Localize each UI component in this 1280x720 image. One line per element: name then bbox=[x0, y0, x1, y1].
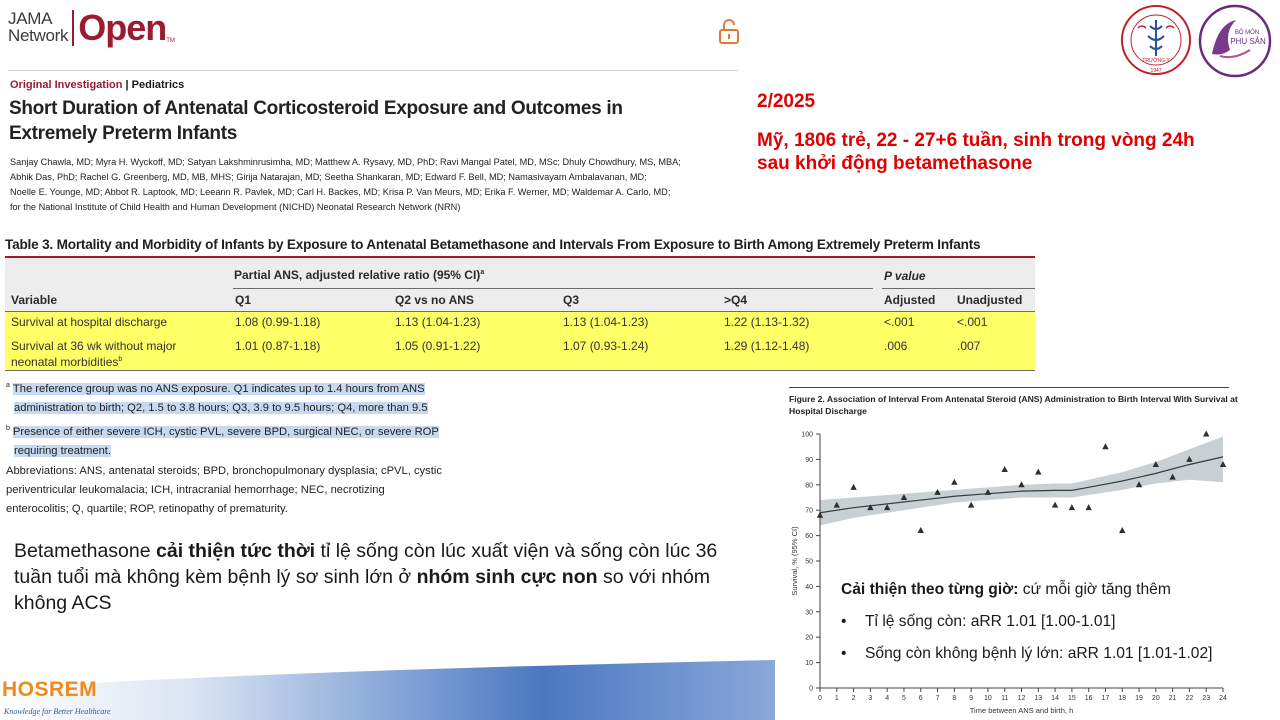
dept-label-line2: PHỤ SẢN bbox=[1230, 37, 1266, 46]
article-title: Short Duration of Antenatal Corticosteroid Exposure and Outcomes in Extremely Preterm Infants bbox=[9, 98, 623, 144]
author-list bbox=[10, 155, 720, 215]
x-tick-label: 22 bbox=[1185, 695, 1194, 702]
y-tick-label: 100 bbox=[801, 431, 813, 439]
data-point bbox=[1203, 431, 1209, 437]
column-header: Q2 vs no ANS bbox=[395, 293, 474, 307]
jama-logo-line2: Network bbox=[8, 26, 69, 45]
column-header: Q1 bbox=[235, 293, 252, 307]
article-type: Original Investigation bbox=[10, 79, 123, 91]
row-variable-line1: Survival at 36 wk without major bbox=[11, 339, 177, 353]
hourly-improvement-box bbox=[837, 575, 1245, 673]
data-point bbox=[968, 502, 974, 508]
x-tick-label: 14 bbox=[1051, 695, 1059, 702]
data-point bbox=[918, 527, 924, 533]
x-tick-label: 18 bbox=[1118, 695, 1127, 702]
x-tick-label: 12 bbox=[1017, 695, 1026, 702]
abbreviations bbox=[6, 462, 442, 519]
logo-divider bbox=[72, 10, 74, 46]
study-summary: Mỹ, 1806 trẻ, 22 - 27+6 tuần, sinh trong vòng 24h sau khởi động betamethasone bbox=[757, 130, 1195, 174]
x-tick-label: 9 bbox=[969, 695, 974, 702]
x-tick-label: 5 bbox=[902, 695, 906, 702]
bullet-item bbox=[841, 645, 1212, 663]
footnote-b-line1: Presence of either severe ICH, cystic PVL, severe BPD, surgical NEC, or severe ROP bbox=[12, 425, 439, 438]
x-tick-label: 3 bbox=[868, 695, 873, 702]
y-tick-label: 10 bbox=[805, 660, 813, 668]
column-header: Unadjusted bbox=[957, 293, 1023, 307]
y-tick-label: 30 bbox=[805, 609, 813, 617]
x-tick-label: 8 bbox=[952, 695, 957, 702]
table-cell: 1.29 (1.12-1.48) bbox=[724, 339, 810, 353]
author-line: for the National Institute of Child Health and Human Development (NICHD) Neonatal Research Network (NRN) bbox=[10, 202, 461, 212]
hourly-heading-rest: cứ mỗi giờ tăng thêm bbox=[1018, 581, 1171, 598]
data-point bbox=[951, 479, 957, 485]
footnote-mark: a bbox=[480, 269, 485, 276]
x-tick-label: 13 bbox=[1034, 695, 1043, 702]
footnote-a-line2: administration to birth; Q2, 1.5 to 3.8 hours; Q3, 3.9 to 9.5 hours; Q4, more than 9.5 bbox=[14, 401, 428, 414]
confidence-band bbox=[820, 437, 1223, 526]
table-rule bbox=[5, 311, 1035, 312]
x-tick-label: 15 bbox=[1067, 695, 1076, 702]
article-section-label bbox=[10, 79, 184, 91]
x-tick-label: 20 bbox=[1151, 695, 1160, 702]
author-line: Sanjay Chawla, MD; Myra H. Wyckoff, MD; Satyan Lakshminrusimha, MD; Matthew A. Rysavy, MD, PhD; Ravi Mangal Patel, MD, MSc; Dhuly Chowdhury, MS, MBA; bbox=[10, 157, 681, 167]
x-tick-label: 23 bbox=[1202, 695, 1211, 702]
hosrem-tagline: Knowledge for Better Healthcare bbox=[4, 707, 111, 716]
y-tick-label: 50 bbox=[805, 558, 813, 566]
data-point bbox=[1102, 443, 1108, 449]
x-tick-label: 19 bbox=[1135, 695, 1143, 702]
x-tick-label: 1 bbox=[834, 695, 839, 702]
table-cell: 1.22 (1.13-1.32) bbox=[724, 315, 810, 329]
footnote-b-line2: requiring treatment. bbox=[14, 444, 112, 457]
conclusion-part: so với nhóm không ACS bbox=[14, 566, 711, 614]
y-tick-label: 70 bbox=[805, 507, 813, 515]
data-point bbox=[1069, 504, 1075, 510]
x-tick-label: 16 bbox=[1084, 695, 1093, 702]
footnote-a-line1: The reference group was no ANS exposure. Q1 indicates up to 1.4 hours from ANS bbox=[12, 382, 425, 395]
row-variable-line2 bbox=[11, 353, 176, 369]
y-tick-label: 60 bbox=[805, 533, 813, 541]
x-tick-label: 24 bbox=[1219, 695, 1227, 702]
section-separator: | bbox=[125, 79, 129, 91]
author-line: Abhik Das, PhD; Rachel G. Greenberg, MD, MB, MHS; Girija Natarajan, MD; Seetha Shankaran, MD; Edward F. Bell, MD; Namasivayam Ambalavanan, MD; bbox=[10, 172, 647, 182]
row-variable: Survival at hospital discharge bbox=[11, 315, 168, 329]
phu-san-department-logo bbox=[1198, 4, 1272, 78]
x-tick-label: 4 bbox=[885, 695, 890, 702]
table-rule bbox=[233, 288, 873, 289]
conclusion-part: tỉ lệ sống còn lúc xuất viện và sống còn lúc 36 tuần tuổi mà không kèm bệnh lý sơ sinh lớn ở bbox=[14, 540, 718, 588]
y-tick-label: 80 bbox=[805, 482, 813, 490]
table-cell: 1.01 (0.87-1.18) bbox=[235, 339, 321, 353]
table-cell: <.001 bbox=[884, 315, 915, 329]
x-tick-label: 0 bbox=[818, 695, 822, 702]
group-header-text: Partial ANS, adjusted relative ratio (95% CI) bbox=[234, 268, 481, 282]
conclusion-part: Betamethasone bbox=[14, 540, 157, 562]
open-access-lock-icon bbox=[718, 18, 740, 44]
data-point bbox=[1085, 504, 1091, 510]
survival-chart bbox=[775, 420, 1245, 720]
pvalue-header: P value bbox=[884, 269, 926, 283]
table-cell: <.001 bbox=[957, 315, 988, 329]
bullet-text: Tỉ lệ sống còn: aRR 1.01 [1.00-1.01] bbox=[865, 613, 1116, 630]
row-variable-line2-text: neonatal morbidities bbox=[11, 355, 119, 369]
publication-date: 2/2025 bbox=[757, 91, 816, 112]
x-tick-label: 6 bbox=[918, 695, 923, 702]
abbrev-line: enterocolitis; Q, quartile; ROP, retinopathy of prematurity. bbox=[6, 503, 288, 515]
jama-logo-line1: JAMA bbox=[8, 9, 53, 28]
column-header: Adjusted bbox=[884, 293, 936, 307]
table-group-header bbox=[234, 268, 484, 282]
footnote-mark: b bbox=[118, 356, 123, 363]
conclusion-emphasis: cải thiện tức thời bbox=[156, 540, 316, 562]
table-rule bbox=[882, 288, 1035, 289]
hourly-heading bbox=[841, 581, 1171, 599]
x-axis-label: Time between ANS and birth, h bbox=[969, 706, 1074, 715]
jama-logo-open: Open bbox=[78, 7, 167, 48]
dept-label-line1: BỘ MÔN bbox=[1234, 30, 1260, 36]
table-cell: 1.05 (0.91-1.22) bbox=[395, 339, 481, 353]
y-axis-label: Survival, % (95% CI) bbox=[790, 526, 799, 596]
trademark-mark: TM bbox=[166, 38, 175, 44]
x-tick-label: 11 bbox=[1001, 695, 1009, 702]
conclusion-text bbox=[14, 538, 754, 616]
x-tick-label: 17 bbox=[1101, 695, 1110, 702]
bullet-icon: • bbox=[841, 645, 847, 662]
bullet-item bbox=[841, 613, 1116, 631]
table-cell: .007 bbox=[957, 339, 981, 353]
hosrem-logo: HOSREM bbox=[2, 678, 98, 701]
bullet-text: Sống còn không bệnh lý lớn: aRR 1.01 [1.01-1.02] bbox=[865, 645, 1213, 662]
table-title: Table 3. Mortality and Morbidity of Infants by Exposure to Antenatal Betamethasone and Intervals From Exposure to Birth Among Extremely Preterm Infants bbox=[5, 237, 981, 252]
footnote-b-mark: b bbox=[6, 425, 10, 432]
abbrev-line: periventricular leukomalacia; ICH, intracranial hemorrhage; NEC, necrotizing bbox=[6, 484, 385, 496]
seal-year: 1947 bbox=[1150, 68, 1162, 74]
x-tick-label: 2 bbox=[851, 695, 856, 702]
column-header: >Q4 bbox=[724, 293, 748, 307]
table-cell: 1.13 (1.04-1.23) bbox=[563, 315, 649, 329]
table-cell: 1.07 (0.93-1.24) bbox=[563, 339, 649, 353]
footnote-a-mark: a bbox=[6, 382, 10, 389]
figure-top-rule bbox=[789, 387, 1229, 388]
jama-network-open-logo bbox=[8, 7, 175, 50]
column-header: Q3 bbox=[563, 293, 580, 307]
table-cell: 1.08 (0.99-1.18) bbox=[235, 315, 321, 329]
conclusion-emphasis: nhóm sinh cực non bbox=[416, 566, 598, 588]
x-tick-label: 10 bbox=[984, 695, 992, 702]
footnote-a bbox=[6, 376, 428, 418]
table-cell: 1.13 (1.04-1.23) bbox=[395, 315, 481, 329]
x-tick-label: 7 bbox=[935, 695, 940, 702]
data-point bbox=[1119, 527, 1125, 533]
row-variable bbox=[11, 340, 176, 369]
abbrev-line: Abbreviations: ANS, antenatal steroids; BPD, bronchopulmonary dysplasia; cPVL, cystic bbox=[6, 465, 442, 477]
hourly-heading-bold: Cải thiện theo từng giờ: bbox=[841, 581, 1019, 598]
bullet-icon: • bbox=[841, 613, 847, 630]
column-header: Variable bbox=[11, 293, 58, 307]
header-divider bbox=[8, 70, 738, 71]
footnote-b bbox=[6, 419, 439, 461]
x-tick-label: 21 bbox=[1168, 695, 1177, 702]
university-seal-logo bbox=[1118, 4, 1194, 76]
seal-text: TRƯỜNG Y bbox=[1142, 58, 1170, 64]
table-cell: .006 bbox=[884, 339, 908, 353]
y-tick-label: 40 bbox=[805, 583, 813, 591]
data-point bbox=[1018, 481, 1024, 487]
table-rule bbox=[5, 370, 1035, 371]
y-tick-label: 90 bbox=[805, 456, 813, 464]
data-point bbox=[1052, 502, 1058, 508]
author-line: Noelle E. Younge, MD; Abbot R. Laptook, MD; Leeann R. Pavlek, MD; Carl H. Backes, MD; Krisa P. Van Meurs, MD; Erika F. Werner, MD; Waldemar A. Carlo, MD; bbox=[10, 187, 671, 197]
figure-title: Figure 2. Association of Interval From Antenatal Steroid (ANS) Administration to Birth Interval With Survival at Hospital Discharge bbox=[789, 394, 1238, 416]
data-point bbox=[1035, 469, 1041, 475]
article-topic: Pediatrics bbox=[131, 79, 185, 91]
data-point bbox=[850, 484, 856, 490]
data-point bbox=[1002, 466, 1008, 472]
footer-gradient-band bbox=[0, 660, 775, 720]
y-tick-label: 0 bbox=[809, 685, 813, 693]
y-tick-label: 20 bbox=[805, 634, 813, 642]
